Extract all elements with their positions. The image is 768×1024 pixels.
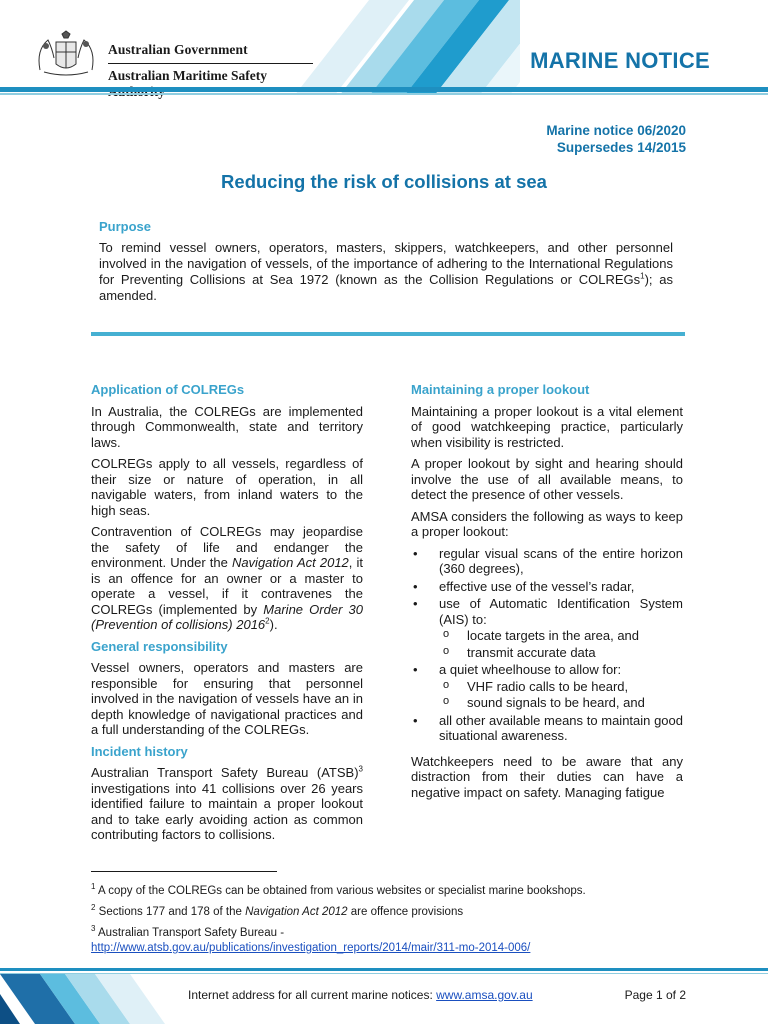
section-heading-incident-history: Incident history [91,743,188,759]
header-stripes-decoration [290,0,520,95]
header-rule-light [0,93,768,95]
header-divider [108,63,313,64]
header-rule [0,87,768,92]
amsa-website-link[interactable]: www.amsa.gov.au [436,988,533,1002]
paragraph: In Australia, the COLREGs are implemented through Commonwealth, state and territory laws. [91,403,363,450]
sub-list-item: o locate targets in the area, and [439,628,683,644]
list-item: • a quiet wheelhouse to allow for: o VHF radio calls to be heard, o sound signals to be heard, and [411,662,683,711]
footnote-2: $^2$ Sections 177 and 178 of the Navigation Act 2012 are offence provisions [91,903,464,918]
page-number: Page 1 of 2 [624,988,686,1002]
page-footer [0,968,768,1024]
section-heading-application: Application of COLREGs [91,382,245,397]
marine-notice-title: MARINE NOTICE [530,48,710,73]
footnote-divider [91,871,277,872]
footnote-ref: 1 [640,271,645,281]
section-divider [91,332,685,336]
order-reference: Marine Order 30 (Prevention of collisions) 2016 [91,601,363,632]
list-item: • effective use of the vessel’s radar, [411,579,683,595]
list-item: • use of Automatic Identification System (AIS) to: o locate targets in the area, and o transmit accurate data [411,596,683,660]
lookout-list [411,546,683,744]
sub-list [439,628,683,660]
section-heading-lookout: Maintaining a proper lookout [411,382,590,397]
footer-stripes-decoration [0,974,170,1024]
paragraph: AMSA considers the following as ways to keep a proper lookout: [411,508,683,539]
paragraph: Contravention of COLREGs may jeopardise the safety of life and endanger the environment. Under the Navigation Act 2012, it is an offence for an owner or a master to operate a vessel, if it contravenes the COLREGs (implemented by Marine Order 30 (Prevention of collisions) 2016$^2$). [91,524,364,632]
document-title: Reducing the risk of collisions at sea [221,171,547,192]
right-column [411,382,683,806]
footnote-3: $^3$ Australian Transport Safety Bureau - http://www.atsb.gov.au/publications/investigation_reports/2014/mair/311-mo-2014-006/ [91,924,531,954]
list-item: • all other available means to maintain good situational awareness. [411,713,683,744]
atsb-report-link[interactable]: http://www.atsb.gov.au/publications/investigation_reports/2014/mair/311-mo-2014-006/ [91,942,531,954]
act-reference: Navigation Act 2012 [231,555,349,570]
notice-reference [546,122,686,156]
agency-name: Australian Maritime Safety [108,68,267,83]
footnote-1: $^1$ A copy of the COLREGs can be obtained from various websites or specialist marine bookshops. [91,882,586,897]
page-header [0,0,768,100]
sub-list-item: o sound signals to be heard, and [439,695,683,711]
list-item: • regular visual scans of the entire horizon (360 degrees), [411,546,683,577]
section-heading-general-responsibility: General responsibility [91,638,228,654]
paragraph: Vessel owners, operators and masters are responsible for ensuring that personnel involved in the navigation of vessels have an in depth knowledge of navigational practices and a full understanding of the COLREGs. [91,660,363,737]
paragraph: A proper lookout by sight and hearing should involve the use of all available means, to detect the presence of other vessels. [411,456,683,502]
sub-list-item: o transmit accurate data [439,645,683,661]
footnotes [91,884,691,962]
sub-list-item: o VHF radio calls to be heard, [439,679,683,695]
government-name: Australian Government [108,42,248,57]
footer-rule [0,968,768,971]
supersedes-number: Supersedes 14/2015 [556,140,686,155]
footnote-ref: 2 [265,616,270,626]
footer-text: Internet address for all current marine notices: www.amsa.gov.au [188,988,533,1002]
left-column [91,382,363,849]
sub-list [439,679,683,711]
paragraph: Watchkeepers need to be aware that any distraction from their duties can have a negative impact on safety. Managing fatigue [411,753,683,800]
notice-number: Marine notice 06/2020 [546,123,686,138]
paragraph: Maintaining a proper lookout is a vital element of good watchkeeping practice, particularly when visibility is restricted. [411,403,683,450]
purpose-text: To remind vessel owners, operators, masters, skippers, watchkeepers, and other personnel involved in the navigation of vessels, of the importance of adhering to the International Regulations for Preventing Collisions at Sea 1972 (known as the Collision Regulations or COLREGs$^1$); as amended. [99,240,673,303]
coat-of-arms-icon [30,30,102,80]
purpose-heading: Purpose [99,219,152,234]
paragraph: COLREGs apply to all vessels, regardless of their size or nature of operation, in all navigable waters, from inland waters to the high seas. [91,456,363,518]
paragraph: Australian Transport Safety Bureau (ATSB)$^3$ investigations into 41 collisions over 26 years identified failure to maintain a proper lookout and to take early avoiding action as common contributing factors to collisions. [91,764,363,842]
footnote-ref: 3 [358,764,363,774]
